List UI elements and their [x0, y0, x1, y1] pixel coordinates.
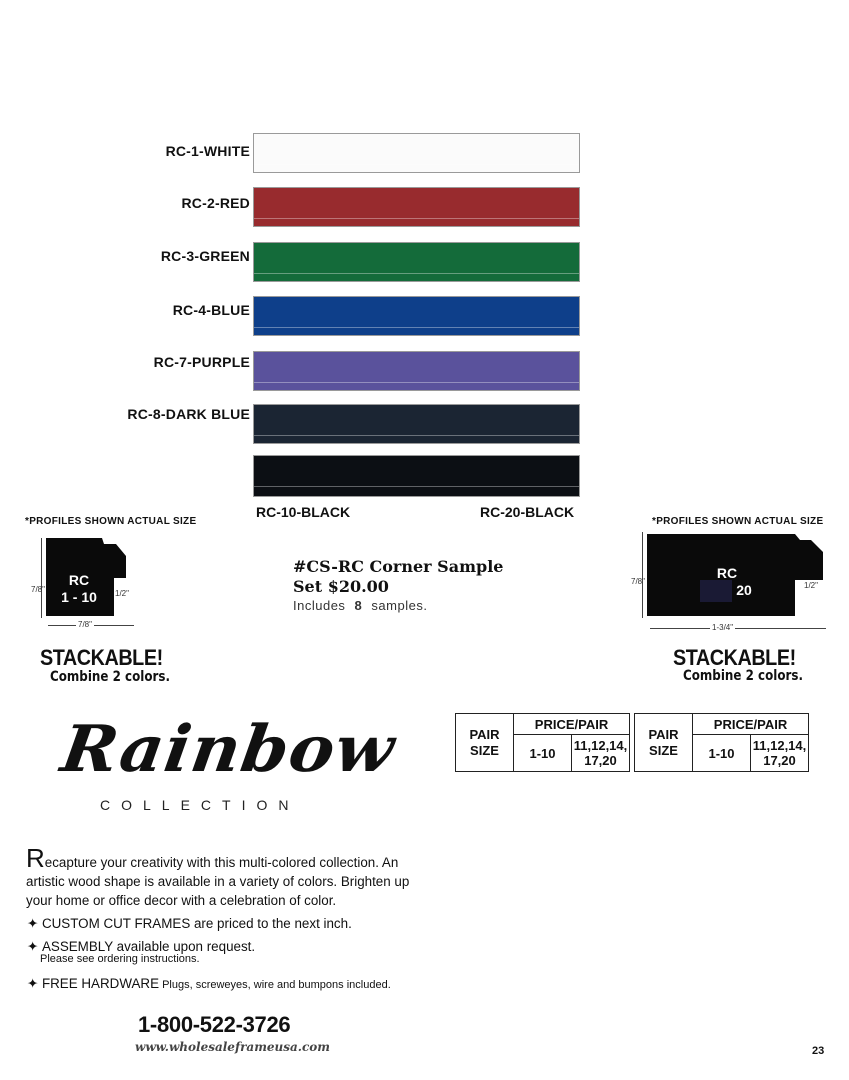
stackable-title-left: STACKABLE!	[40, 645, 163, 670]
price-col2-line2: 17,20	[584, 753, 617, 768]
bullet-marker: ✦	[27, 976, 42, 991]
bullet-head-custom-cut: CUSTOM CUT FRAMES	[41, 916, 191, 931]
collection-logo: Rainbow	[56, 712, 400, 787]
profile-right-lip-dim: 1/2"	[804, 581, 818, 590]
profile-left-width-dim: 7/8"	[78, 620, 92, 629]
swatch-rc-1-white	[253, 133, 580, 173]
price-col-1-10-left: 1-10	[514, 735, 572, 772]
corner-sample	[293, 557, 503, 613]
stackable-title-right: STACKABLE!	[673, 645, 796, 670]
swatch-rc-7-purple	[253, 351, 580, 391]
pair-size-header-right	[635, 714, 693, 772]
swatch-rc-2-red	[253, 187, 580, 227]
profile-right-height-line	[642, 532, 643, 618]
swatch-label-rc-8: RC-8-DARK BLUE	[127, 406, 250, 422]
phone-number: 1-800-522-3726	[138, 1012, 291, 1037]
price-col-1-10-right: 1-10	[693, 735, 751, 772]
price-col2-line1: 11,12,14,	[573, 738, 628, 753]
price-pair-header-right: PRICE/PAIR	[693, 714, 809, 735]
stackable-subtitle-right: Combine 2 colors.	[683, 668, 803, 684]
bullet-text-assembly: available upon request.	[112, 939, 256, 954]
description-text-1: ecapture your creativity with this multi-colored collection. An	[44, 855, 399, 870]
swatch-label-rc-7: RC-7-PURPLE	[153, 354, 250, 370]
bullet-custom-cut	[27, 916, 352, 932]
profile-left-height-line	[41, 538, 42, 618]
swatch-label-rc-4: RC-4-BLUE	[172, 302, 250, 318]
description-line-1	[26, 843, 426, 873]
profile-rc-20-line1: RC	[716, 565, 738, 581]
includes-count: 8	[354, 598, 363, 613]
size-label: SIZE	[649, 742, 678, 758]
profile-rc-1-10-line1: RC	[68, 572, 90, 588]
swatch-label-rc-3: RC-3-GREEN	[160, 248, 250, 264]
price-pair-header-left: PRICE/PAIR	[514, 714, 630, 735]
profile-rc-20-line2: 20	[736, 582, 752, 598]
description-line-3: your home or office decor with a celebration of color.	[26, 893, 337, 908]
swatch-label-rc-10-black: RC-10-BLACK	[256, 504, 351, 520]
description-dropcap: R	[26, 843, 45, 873]
profile-right-width-line	[650, 628, 826, 629]
description	[26, 843, 426, 910]
website-link[interactable]: www.wholesaleframeusa.com	[135, 1040, 330, 1054]
swatch-rc-4-blue	[253, 296, 580, 336]
pair-label: PAIR	[469, 726, 500, 742]
bullet-free-hardware	[27, 976, 391, 992]
bullet-marker: ✦	[27, 916, 42, 931]
collection-subtitle: COLLECTION	[100, 797, 300, 813]
swatch-label-rc-1: RC-1-WHITE	[165, 143, 250, 159]
stackable-subtitle-left: Combine 2 colors.	[50, 669, 170, 685]
profile-right-height-dim: 7/8"	[631, 577, 645, 586]
bullet-text-free-hardware: Plugs, screweyes, wire and bumpons included.	[159, 979, 391, 991]
includes-samples-label: samples.	[371, 598, 428, 613]
swatch-label-rc-20-black: RC-20-BLACK	[480, 504, 575, 520]
pair-size-header-left	[456, 714, 514, 772]
bullet-head-assembly: ASSEMBLY	[41, 939, 113, 954]
profile-rc-1-10-line2: 1 - 10	[61, 589, 97, 605]
profile-rc-1-10	[44, 536, 128, 618]
page-number: 23	[812, 1045, 825, 1057]
profile-left-lip-dim: 1/2"	[115, 589, 129, 598]
corner-sample-includes	[293, 598, 503, 613]
pair-label: PAIR	[648, 726, 679, 742]
profile-note-left: *PROFILES SHOWN ACTUAL SIZE	[25, 516, 197, 527]
bullet-marker: ✦	[27, 939, 42, 954]
swatch-rc-8-dark-blue	[253, 404, 580, 444]
price-table-left	[455, 713, 630, 772]
price-col-11-20-left	[572, 735, 630, 772]
corner-sample-title: #CS-RC Corner Sample	[293, 557, 504, 576]
bullet-head-free-hardware: FREE HARDWARE	[41, 976, 160, 991]
price-table-right	[634, 713, 809, 772]
bullet-assembly	[27, 939, 255, 965]
profile-left-height-dim: 7/8"	[31, 585, 45, 594]
price-col2-line2: 17,20	[763, 753, 796, 768]
bullet-text-custom-cut: are priced to the next inch.	[190, 916, 352, 931]
price-col-11-20-right	[751, 735, 809, 772]
bullet-note-assembly: Please see ordering instructions.	[40, 953, 200, 965]
size-label: SIZE	[470, 742, 499, 758]
profile-right-width-dim: 1-3/4"	[712, 623, 734, 632]
profile-note-right: *PROFILES SHOWN ACTUAL SIZE	[652, 516, 824, 527]
swatch-rc-black	[253, 455, 580, 497]
includes-label: Includes	[293, 598, 346, 613]
profile-rc-1-10-label	[52, 572, 106, 606]
description-line-2: artistic wood shape is available in a variety of colors. Brighten up	[26, 874, 410, 889]
profile-rc-20	[645, 530, 825, 618]
price-col2-line1: 11,12,14,	[752, 738, 807, 753]
swatch-label-rc-2: RC-2-RED	[181, 195, 250, 211]
corner-sample-price: Set $20.00	[293, 577, 389, 596]
swatch-rc-3-green	[253, 242, 580, 282]
